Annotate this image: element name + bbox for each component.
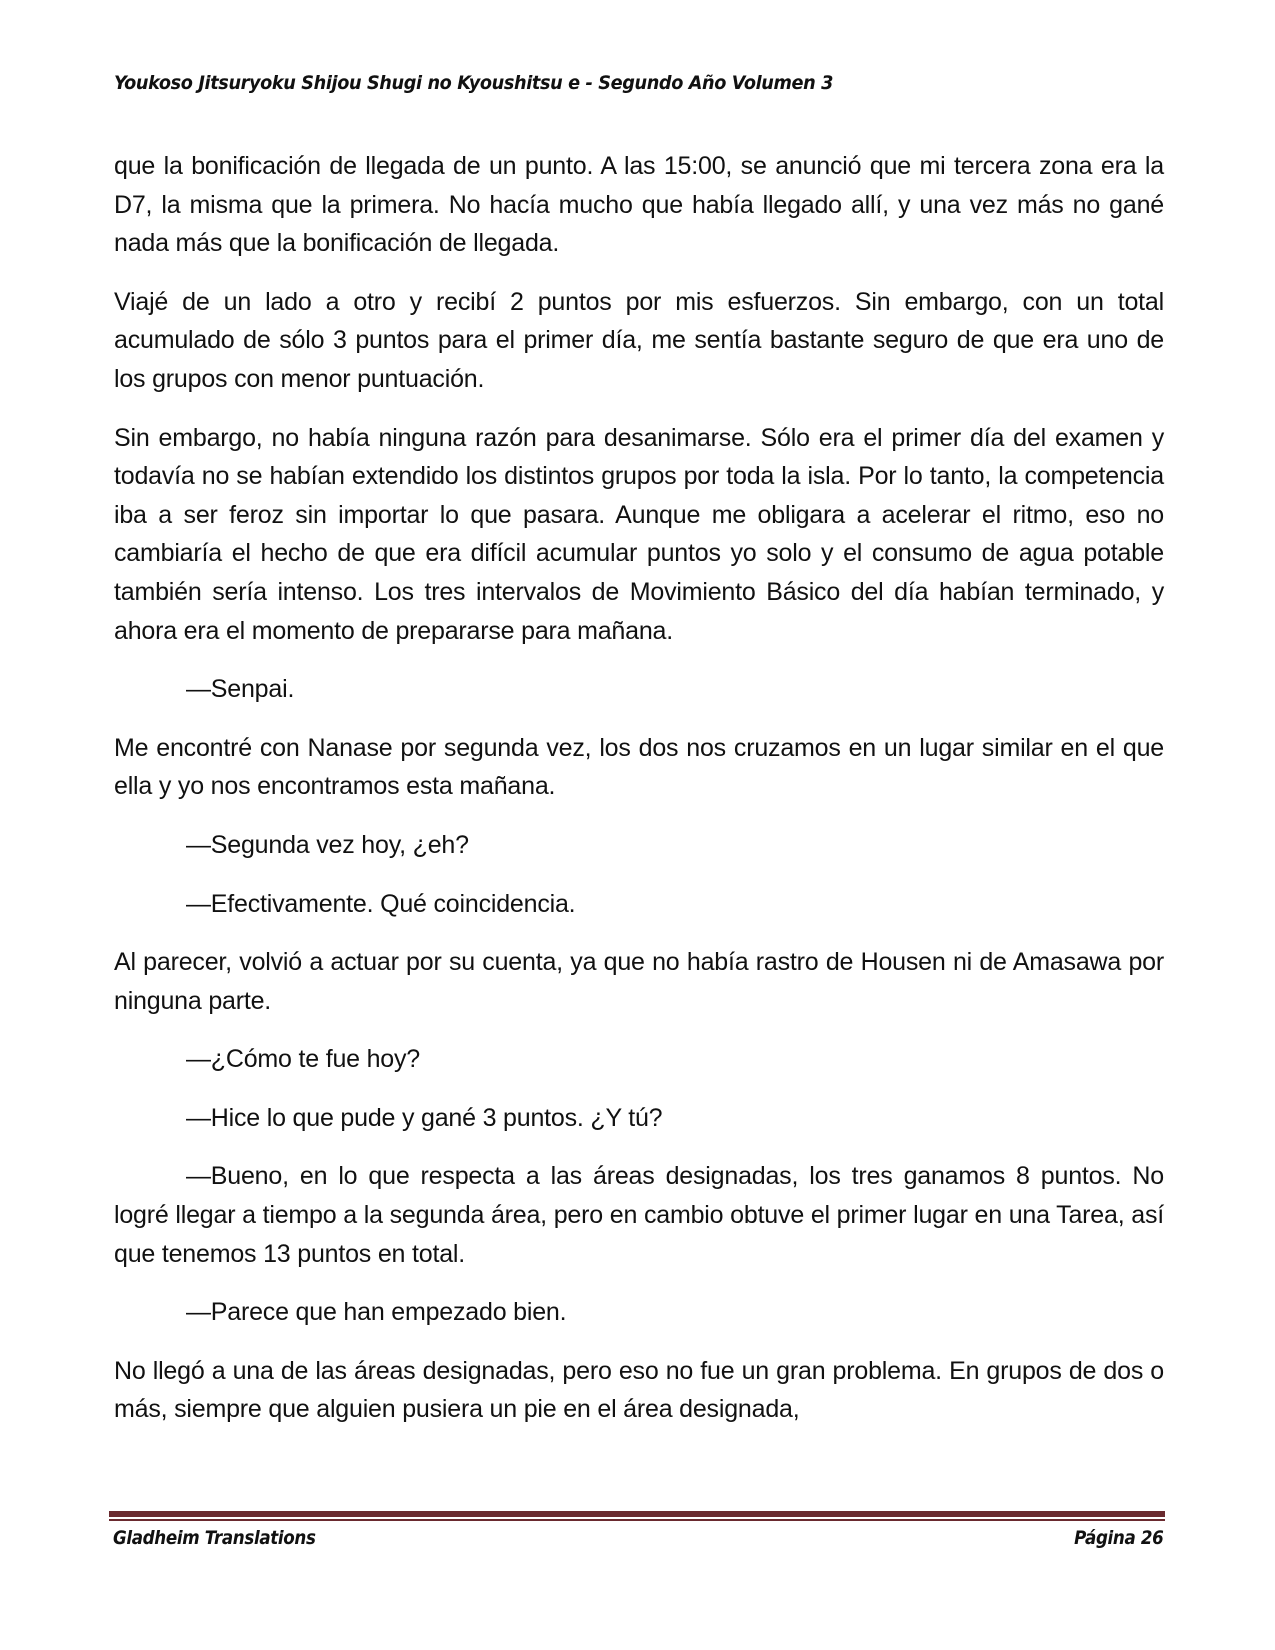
page-number: Página 26 xyxy=(1073,1527,1163,1549)
dialogue-line: —Segunda vez hoy, ¿eh? xyxy=(186,830,469,859)
page-body xyxy=(114,147,1164,1449)
paragraph: Me encontré con Nanase por segunda vez, los dos nos cruzamos en un lugar similar en el que ella y yo nos encontramos esta mañana. xyxy=(114,733,1164,801)
dialogue-line: —Senpai. xyxy=(186,675,295,704)
footer-rule-thick xyxy=(109,1511,1165,1517)
footer-credit: Gladheim Translations xyxy=(113,1527,316,1549)
paragraph: Al parecer, volvió a actuar por su cuenta, ya que no había rastro de Housen ni de Amasawa por ninguna parte. xyxy=(114,948,1164,1015)
dialogue-line: —Hice lo que pude y gané 3 puntos. ¿Y tú? xyxy=(186,1103,663,1132)
dialogue-line: —¿Cómo te fue hoy? xyxy=(186,1045,421,1074)
paragraph: que la bonificación de llegada de un punto. A las 15:00, se anunció que mi tercera zona era la D7, la misma que la primera. No hacía mucho que había llegado allí, y una vez más no gané nada más que la bonificación de llegada. xyxy=(114,152,1164,258)
paragraph: Viajé de un lado a otro y recibí 2 puntos por mis esfuerzos. Sin embargo, con un total acumulado de sólo 3 puntos para el primer día, me sentía bastante seguro de que era uno de los grupos con menor puntuación. xyxy=(114,287,1164,393)
running-header: Youkoso Jitsuryoku Shijou Shugi no Kyoushitsu e - Segundo Año Volumen 3 xyxy=(114,72,834,94)
paragraph: No llegó a una de las áreas designadas, pero eso no fue un gran problema. En grupos de dos o más, siempre que alguien pusiera un pie en el área designada, xyxy=(114,1356,1164,1424)
paragraph: Sin embargo, no había ninguna razón para desanimarse. Sólo era el primer día del examen y todavía no se habían extendido los distintos grupos por toda la isla. Por lo tanto, la competencia iba a ser feroz sin importar lo que pasara. Aunque me obligara a acelerar el ritmo, eso no cambiaría el hecho de que era difícil acumular puntos yo solo y el consumo de agua potable también sería intenso. Los tres intervalos de Movimiento Básico del día habían terminado, y ahora era el momento de prepararse para mañana. xyxy=(114,423,1164,645)
footer-rule-thin xyxy=(109,1519,1165,1521)
dialogue-line: —Bueno, en lo que respecta a las áreas designadas, los tres ganamos 8 puntos. No logré llegar a tiempo a la segunda área, pero en cambio obtuve el primer lugar en una Tarea, así que tenemos 13 puntos en total. xyxy=(114,1162,1164,1268)
dialogue-line: —Efectivamente. Qué coincidencia. xyxy=(186,889,576,918)
dialogue-line: —Parece que han empezado bien. xyxy=(186,1298,567,1327)
